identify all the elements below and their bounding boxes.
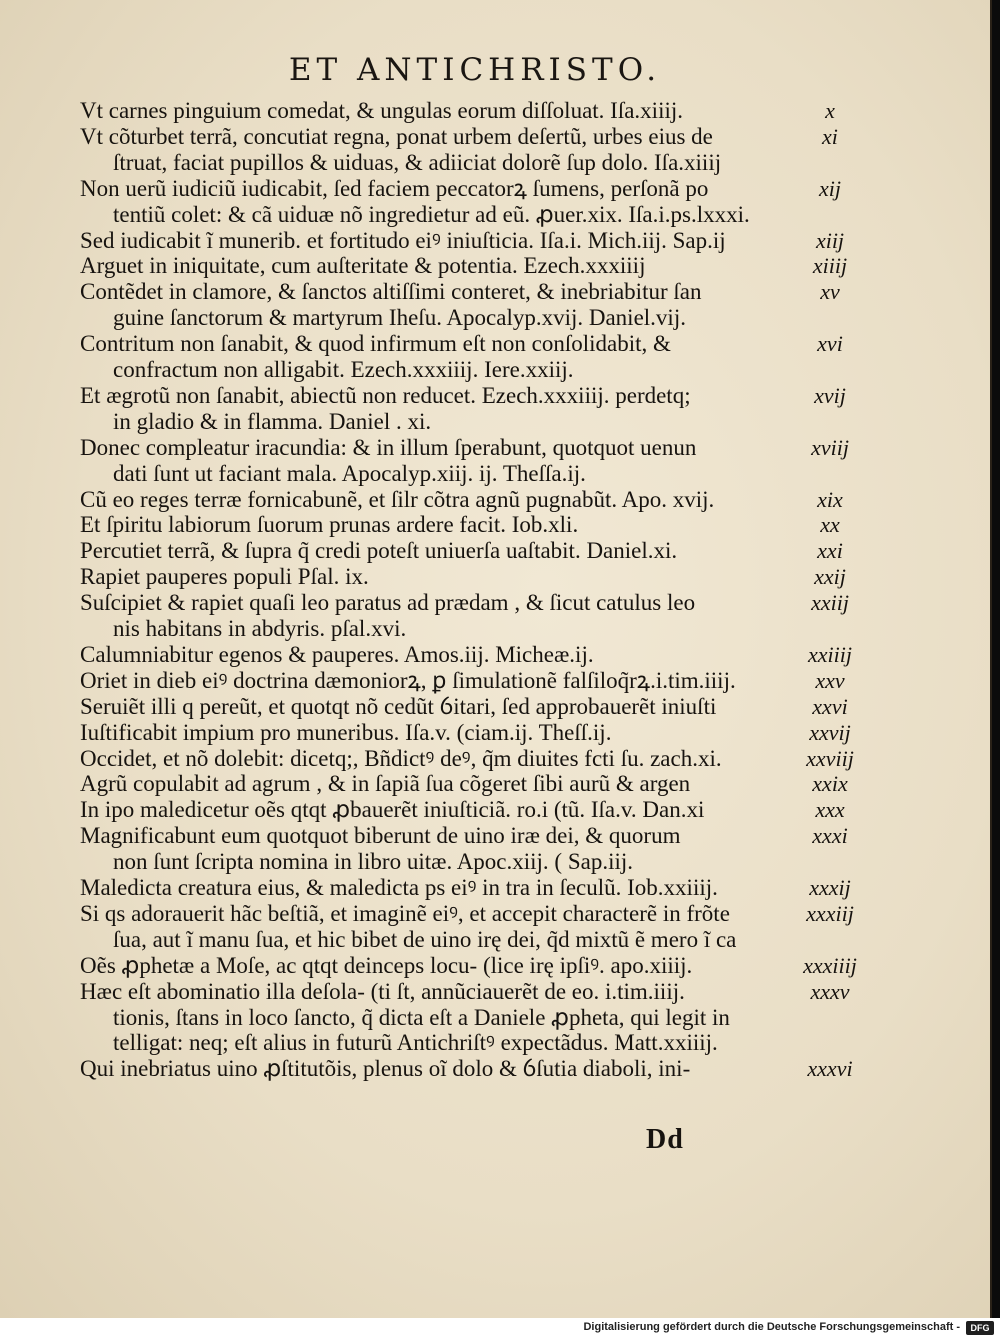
entry-line: Donec compleatur iracundia: & in illum ſperabunt, quotquot uenun	[80, 434, 697, 460]
entry-line: Calumniabitur egenos & pauperes. Amos.iij. Micheæ.ij.	[80, 641, 594, 667]
digitization-footer	[0, 1318, 1000, 1339]
entry-continuation-line: dati ſunt ut faciant mala. Apocalyp.xiij. ij. Theſſa.ij.	[113, 460, 586, 486]
entry-number: xxiij	[811, 590, 849, 616]
entry-number: xxxvi	[807, 1056, 853, 1082]
entry-continuation-line: nis habitans in abdyris. pſal.xvi.	[113, 616, 407, 641]
entry-number: xxxiij	[806, 900, 854, 926]
entry-line: Contẽdet in clamore, & ſanctos altiſſimi conteret, & inebriabitur ſan	[80, 279, 702, 305]
entry-number: xxxij	[809, 875, 851, 900]
entry-continuation-line: ſua, aut ĩ manu ſua, et hic bibet de uino irę dei, q̃d mixtũ ẽ mero ĩ ca	[113, 926, 737, 952]
funding-credit: Digitalisierung gefördert durch die Deutsche Forschungsgemeinschaft -	[583, 1321, 960, 1333]
entry-line: Iuſtificabit impium pro muneribus. Iſa.v. (ciam.ij. Theſſ.ij.	[80, 719, 612, 745]
entry-continuation-line: tionis, ſtans in loco ſancto, q̃ dicta eſt a Daniele ꝓpheta, qui legit in	[113, 1004, 730, 1030]
entry-number: xxx	[815, 797, 845, 823]
entry-number: xxij	[814, 564, 846, 590]
entry-line: Maledicta creatura eius, & maledicta ps eiꝰ in tra in ſeculũ. Iob.xxiiij.	[80, 875, 718, 900]
entry-line: Seruiẽt illi q pereũt, et quotqt nõ cedũt ỽitari, ſed approbauerẽt iniuſti	[80, 693, 717, 719]
entry-line: Oriet in dieb eiꝰ doctrina dæmoniorꝝ, ꝑ ſimulationẽ falſiloq̃rꝝ.i.tim.iiij.	[80, 667, 736, 693]
entry-number: xxvi	[812, 693, 848, 719]
entry-number: xv	[820, 279, 840, 305]
entry-line: Hæc eſt abominatio illa deſola- (ti ſt, annũciauerẽt de eo. i.tim.iiij.	[80, 978, 685, 1004]
entry-line: In ipo maledicetur oẽs qtqt ꝓbauerẽt iniuſticiã. ro.i (tũ. Iſa.v. Dan.xi	[80, 797, 705, 823]
entry-line: Vt carnes pinguium comedat, & ungulas eorum diſſoluat. Iſa.xiiij.	[80, 98, 683, 123]
entry-line: Occidet, et nõ dolebit: dicetq;, Bñdictꝰ deꝰ, q̃m diuites fcti ſu. zach.xi.	[80, 745, 722, 771]
entry-number: xi	[822, 123, 838, 149]
entry-number: xxv	[815, 667, 845, 693]
entry-line: Rapiet pauperes populi Pſal. ix.	[80, 564, 369, 590]
entry-line: Sed iudicabit ĩ munerib. et fortitudo eiꝰ iniuſticia. Iſa.i. Mich.iij. Sap.ij	[80, 227, 726, 253]
entry-line: Oẽs ꝓphetæ a Moſe, ac qtqt deinceps locu- (lice irę ipſiꝰ. apo.xiiij.	[80, 952, 693, 978]
entry-line: Magnificabunt eum quotquot biberunt de uino iræ dei, & quorum	[80, 823, 681, 849]
entry-number: xxxi	[812, 823, 848, 849]
entry-number: xxxv	[810, 978, 850, 1004]
entry-number: xij	[819, 175, 841, 201]
entry-number: xix	[817, 486, 843, 512]
entry-line: Suſcipiet & rapiet quaſi leo paratus ad prædam , & ſicut catulus leo	[80, 590, 696, 616]
entry-continuation-line: in gladio & in flamma. Daniel . xi.	[113, 408, 432, 434]
entry-number: x	[825, 98, 835, 123]
entry-number: xxviij	[806, 745, 854, 771]
entry-number: xxxiiij	[803, 952, 857, 978]
entry-continuation-line: non ſunt ſcripta nomina in libro uitæ. Apoc.xiij. ( Sap.iij.	[113, 849, 634, 875]
entry-number: xx	[820, 512, 840, 538]
entry-continuation-line: tentiũ colet: & cã uiduæ nõ ingredietur ad eũ. ꝓuer.xix. Iſa.i.ps.lxxxi.	[113, 201, 750, 227]
entry-line: Cũ eo reges terræ fornicabunẽ, et ſilr cõtra agnũ pugnabũt. Apo. xvij.	[80, 486, 715, 512]
entry-line: Contritum non ſanabit, & quod infirmum eſt non conſolidabit, &	[80, 331, 671, 357]
entry-line: Non uerũ iudiciũ iudicabit, ſed faciem peccatorꝝ ſumens, perſonã po	[80, 175, 709, 201]
entry-number: xxix	[812, 771, 848, 797]
entry-number: xvi	[817, 331, 843, 357]
entry-continuation-line: guine ſanctorum & martyrum Iheſu. Apocalyp.xvij. Daniel.vij.	[113, 305, 686, 331]
entry-number: xviij	[811, 434, 849, 460]
entry-line: Et ægrotũ non ſanabit, abiectũ non reducet. Ezech.xxxiiij. perdetq;	[80, 382, 691, 408]
entry-number: xxvij	[809, 719, 851, 745]
entry-line: Qui inebriatus uino ꝓſtitutõis, plenus oĩ dolo & ỽſutia diaboli, ini-	[80, 1056, 691, 1082]
entry-line: Si qs adorauerit hãc beſtiã, et imaginẽ eiꝰ, et accepit characterẽ in frõte	[80, 900, 730, 926]
entry-line: Et ſpiritu labiorum ſuorum prunas ardere facit. Iob.xli.	[80, 512, 579, 538]
entry-number: xxi	[817, 538, 843, 564]
entry-number: xiij	[815, 227, 845, 253]
entry-line: Vt cõturbet terrã, concutiat regna, ponat urbem deſertũ, urbes eius de	[80, 123, 713, 149]
entry-continuation-line: ſtruat, faciat pupillos & uiduas, & adiiciat dolorẽ ſup dolo. Iſa.xiiij	[113, 149, 722, 175]
dfg-logo-icon: DFG	[966, 1321, 994, 1335]
entry-number: xxiiij	[808, 641, 852, 667]
entry-line: Arguet in iniquitate, cum auſteritate & potentia. Ezech.xxxiiij	[80, 253, 646, 279]
entry-continuation-line: telligat: neq; eſt alius in futurũ Antichriſtꝰ expectãdus. Matt.xxiiij.	[113, 1030, 718, 1056]
entry-line: Agrũ copulabit ad agrum , & in ſapiã ſua cõgeret ſibi aurũ & argen	[80, 771, 691, 797]
entry-number: xiiij	[812, 253, 848, 279]
signature-mark: Dd	[646, 1124, 684, 1155]
entry-continuation-line: confractum non alligabit. Ezech.xxxiiij. Iere.xxiij.	[113, 357, 574, 382]
entry-line: Percutiet terrã, & ſupra q̃ credi poteſt uniuerſa uaſtabit. Daniel.xi.	[80, 538, 678, 564]
entry-number: xvij	[814, 382, 846, 408]
running-head: ET ANTICHRISTO.	[288, 52, 662, 88]
